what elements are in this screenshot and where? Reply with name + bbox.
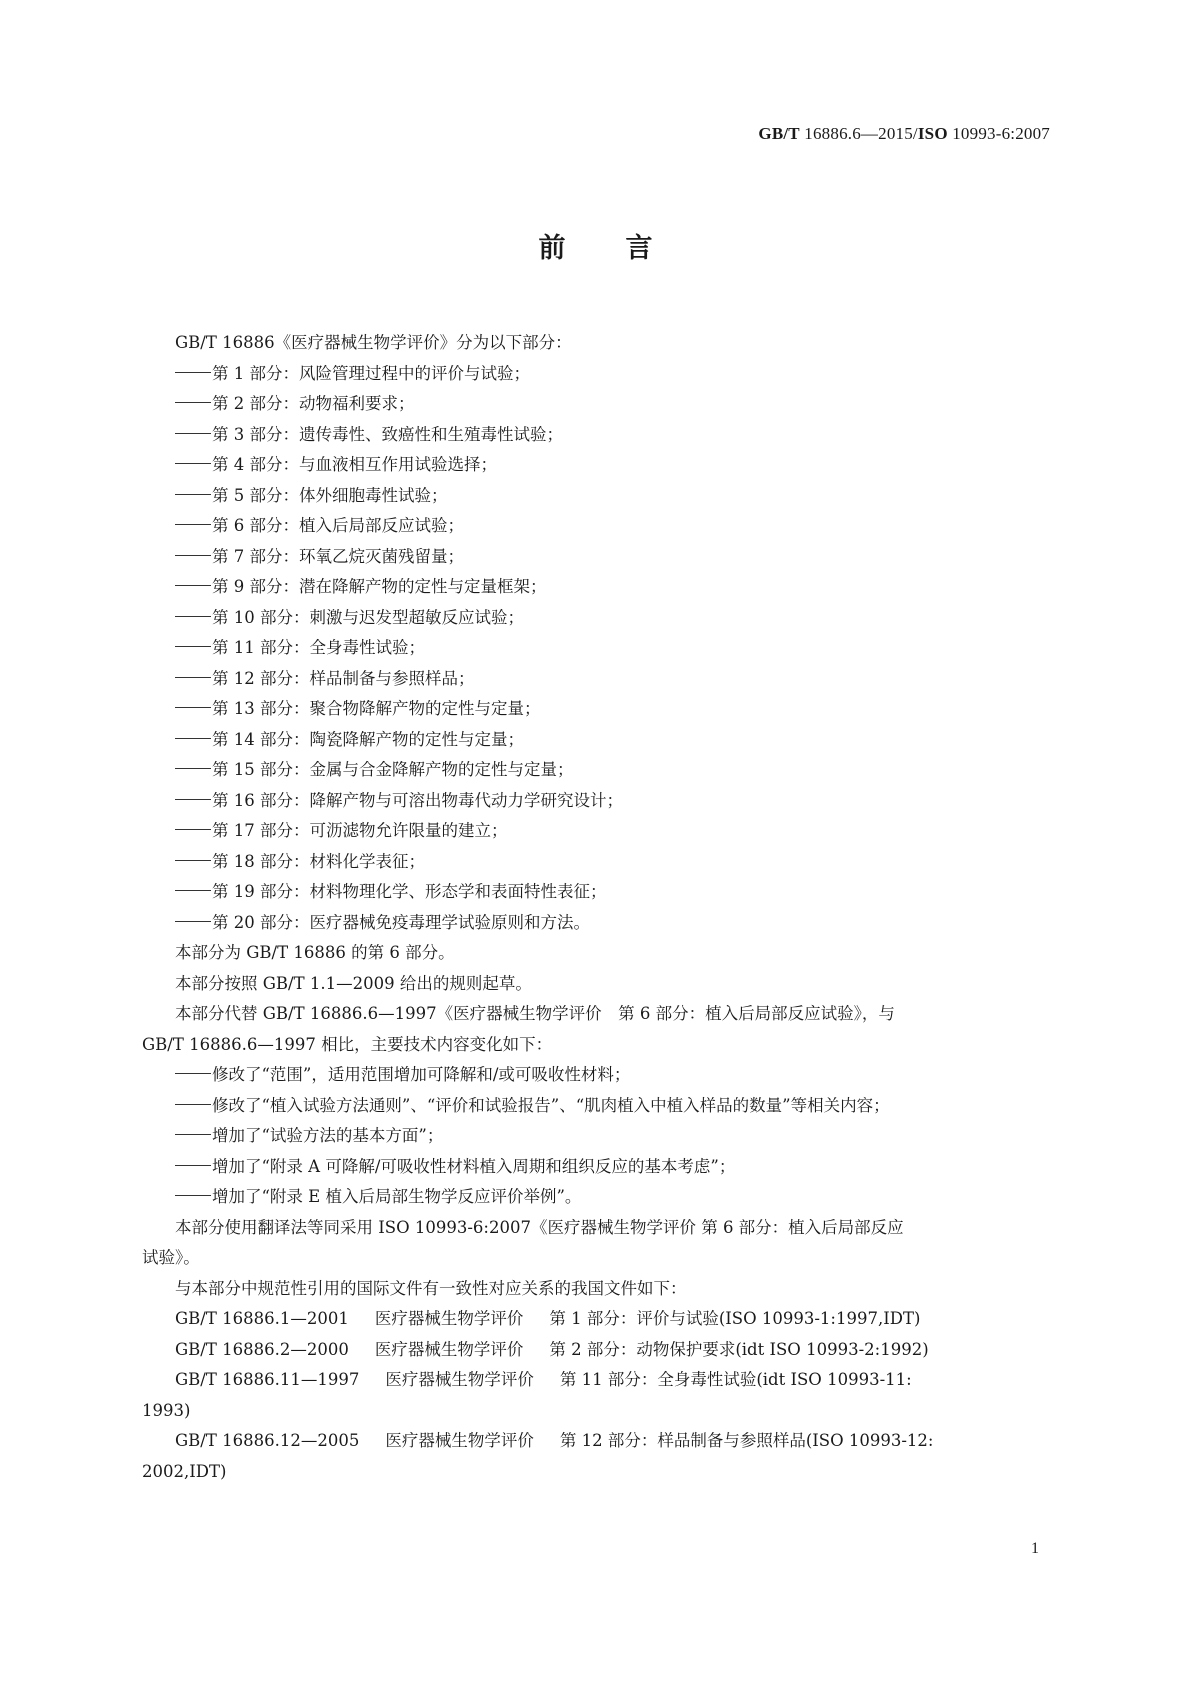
list-item: 第 14 部分：陶瓷降解产物的定性与定量； [142,725,1052,756]
standard-number: 16886.6—2015/ [799,124,918,143]
standard-number-header [758,124,1050,144]
dash-mark [175,799,211,800]
dash-mark [175,1104,211,1105]
list-item: 修改了“植入试验方法通则”、“评价和试验报告”、“肌肉植入中植入样品的数量”等相关内容； [142,1091,1052,1122]
part-of-statement: 本部分为 GB/T 16886 的第 6 部分。 [175,943,455,962]
parts-list [142,359,1052,939]
reference-code: GB/T 16886.11—1997 [175,1370,360,1389]
title-char-1: 前 [538,233,566,264]
list-item: 修改了“范围”，适用范围增加可降解和/或可吸收性材料； [142,1060,1052,1091]
list-item: 第 1 部分：风险管理过程中的评价与试验； [142,359,1052,390]
list-item: 第 11 部分：全身毒性试验； [142,633,1052,664]
reference-continuation: 2002,IDT) [142,1461,227,1481]
adoption-statement-line-2: 试验》。 [142,1248,200,1267]
dash-mark [175,677,211,678]
dash-mark [175,860,211,861]
dash-mark [175,829,211,830]
dash-mark [175,1073,211,1074]
dash-mark [175,738,211,739]
reference-name: 医疗器械生物学评价 [385,1370,534,1389]
list-item: 第 4 部分：与血液相互作用试验选择； [142,450,1052,481]
reference-row [142,1335,1052,1366]
reference-name: 医疗器械生物学评价 [385,1431,534,1450]
reference-part: 第 1 部分：评价与试验(ISO 10993-1:1997,IDT) [549,1309,921,1328]
reference-code: GB/T 16886.2—2000 [175,1339,349,1359]
reference-part: 第 12 部分：样品制备与参照样品(ISO 10993-12: [559,1431,934,1450]
reference-continuation: 1993) [142,1400,191,1420]
reference-row [142,1426,1052,1457]
reference-code: GB/T 16886.1—2001 [175,1309,349,1328]
iso-number: 10993-6:2007 [947,124,1050,143]
list-item: 增加了“试验方法的基本方面”； [142,1121,1052,1152]
dash-mark [175,646,211,647]
dash-mark [175,616,211,617]
reference-row [142,1304,1052,1335]
changes-list [142,1060,1052,1213]
list-item: 增加了“附录 E 植入后局部生物学反应评价举例”。 [142,1182,1052,1213]
dash-mark [175,1134,211,1135]
page-number: 1 [1031,1540,1039,1557]
reference-part: 第 2 部分：动物保护要求(idt ISO 10993-2:1992) [549,1339,929,1359]
list-item: 第 10 部分：刺激与迟发型超敏反应试验； [142,603,1052,634]
dash-mark [175,402,211,403]
list-item: 第 6 部分：植入后局部反应试验； [142,511,1052,542]
list-item: 第 2 部分：动物福利要求； [142,389,1052,420]
dash-mark [175,890,211,891]
list-item: 第 3 部分：遗传毒性、致癌性和生殖毒性试验； [142,420,1052,451]
reference-name: 医疗器械生物学评价 [374,1309,524,1328]
standard-prefix-gb: GB/T [758,124,800,143]
reference-part: 第 11 部分：全身毒性试验(idt ISO 10993-11: [559,1370,912,1389]
list-item: 第 19 部分：材料物理化学、形态学和表面特性表征； [142,877,1052,908]
standard-prefix-iso: ISO [917,124,948,143]
dash-mark [175,494,211,495]
dash-mark [175,707,211,708]
replaces-statement-line-1: 本部分代替 GB/T 16886.6—1997《医疗器械生物学评价 第 6 部分：植入后局部反应试验》，与 [175,1004,895,1023]
foreword-body [142,328,1052,1487]
list-item: 第 20 部分：医疗器械免疫毒理学试验原则和方法。 [142,908,1052,939]
dash-mark [175,463,211,464]
list-item: 第 12 部分：样品制备与参照样品； [142,664,1052,695]
dash-mark [175,1195,211,1196]
intro-paragraph: GB/T 16886《医疗器械生物学评价》分为以下部分： [175,333,572,352]
reference-name: 医疗器械生物学评价 [374,1339,524,1359]
list-item: 第 9 部分：潜在降解产物的定性与定量框架； [142,572,1052,603]
drafting-rules-statement: 本部分按照 GB/T 1.1—2009 给出的规则起草。 [175,973,532,993]
reference-code: GB/T 16886.12—2005 [175,1431,360,1450]
dash-mark [175,372,211,373]
page-title [0,226,1191,265]
dash-mark [175,524,211,525]
dash-mark [175,555,211,556]
list-item: 第 15 部分：金属与合金降解产物的定性与定量； [142,755,1052,786]
list-item: 增加了“附录 A 可降解/可吸收性材料植入周期和组织反应的基本考虑”； [142,1152,1052,1183]
correspondence-intro: 与本部分中规范性引用的国际文件有一致性对应关系的我国文件如下： [175,1278,687,1298]
dash-mark [175,585,211,586]
dash-mark [175,433,211,434]
list-item: 第 5 部分：体外细胞毒性试验； [142,481,1052,512]
adoption-statement-line-1: 本部分使用翻译法等同采用 ISO 10993-6:2007《医疗器械生物学评价 第 6 部分：植入后局部反应 [175,1217,904,1237]
dash-mark [175,921,211,922]
references-list [142,1304,1052,1487]
list-item: 第 7 部分：环氧乙烷灭菌残留量； [142,542,1052,573]
replaces-statement-line-2: GB/T 16886.6—1997 相比，主要技术内容变化如下： [142,1034,553,1054]
list-item: 第 13 部分：聚合物降解产物的定性与定量； [142,694,1052,725]
dash-mark [175,1165,211,1166]
list-item: 第 16 部分：降解产物与可溶出物毒代动力学研究设计； [142,786,1052,817]
list-item: 第 17 部分：可沥滤物允许限量的建立； [142,816,1052,847]
list-item: 第 18 部分：材料化学表征； [142,847,1052,878]
title-char-2: 言 [625,233,653,264]
reference-row [142,1365,1052,1396]
dash-mark [175,768,211,769]
